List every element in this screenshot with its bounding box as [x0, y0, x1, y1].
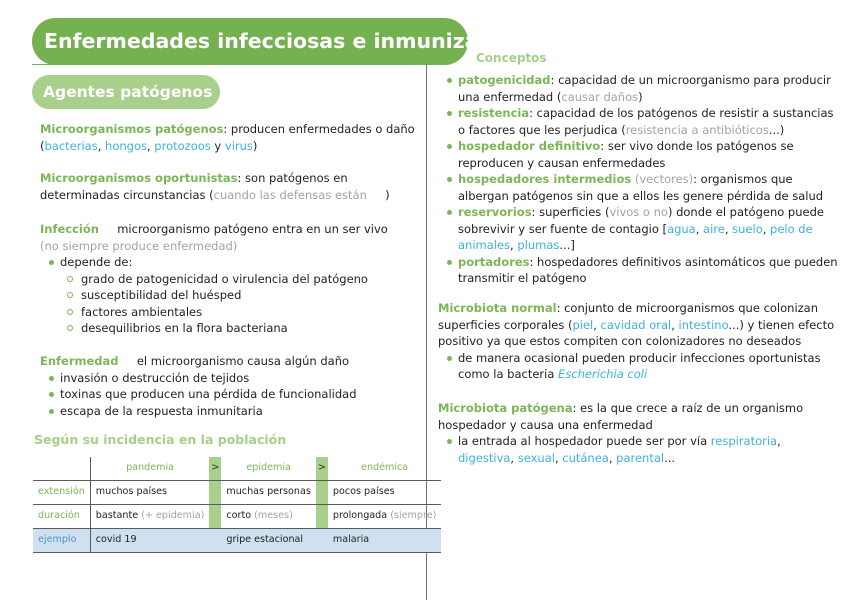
table-corner-cell [33, 457, 90, 481]
section-title-agentes: Agentes patógenos [32, 75, 220, 109]
table-row [33, 481, 441, 505]
incidence-table [33, 457, 441, 553]
table-cell: muchos países [90, 481, 209, 505]
microorganismos-oportunistas-text: Microorganismos oportunistas: son patógenos en determinadas circunstancias (cuando las defensas están ) [40, 171, 390, 202]
header-separator: > [209, 457, 221, 481]
header-pandemia: pandemia [90, 457, 209, 481]
concept-reservorios: reservorios: superficies (vivos o no) donde el patógeno puede sobrevivir y ser fuente de contagio [agua, aire, suelo, pelo de animales, plumas...] [438, 204, 840, 254]
header-endemica: endémica [361, 462, 409, 474]
concept-patogenicidad: patogenicidad: capacidad de un microorganismo para producir una enfermedad (causar daños) [438, 72, 840, 105]
table-row [33, 529, 441, 553]
page-title: Enfermedades infecciosas e inmunización [32, 18, 468, 65]
infeccion-factors-list [40, 271, 422, 337]
row-label: duración [33, 505, 90, 529]
header-epidemia: epidemia [246, 462, 291, 474]
microbiota-normal-text: Microbiota normal: conjunto de microorganismos que colonizan superficies corporales (piel, cavidad oral, intestino...) y tienen efecto positivo ya que estos compiten con colonizadores no deseados [438, 301, 835, 348]
table-cell: pocos países [328, 481, 441, 505]
list-item: escapa de la respuesta inmunitaria [40, 403, 422, 420]
table-row [33, 505, 441, 529]
microbiota-normal-block [438, 300, 840, 383]
table-cell: prolongada (siempre) [328, 505, 441, 529]
list-item: de manera ocasional pueden producir infecciones oportunistas como la bacteria Escherichia coli [438, 350, 840, 383]
microorganismos-oportunistas-block [40, 170, 422, 203]
list-item: factores ambientales [40, 304, 422, 321]
header-separator: > [316, 457, 328, 481]
row-label: extensión [33, 481, 90, 505]
concepts-title: Conceptos [476, 51, 547, 65]
concept-portadores: portadores: hospedadores definitivos asintomáticos que pueden transmitir el patógeno [438, 254, 840, 287]
table-cell: corto (meses) [221, 505, 315, 529]
infeccion-text: Infección microorganismo patógeno entra en un ser vivo (no siempre produce enfermedad) [40, 222, 388, 253]
table-cell: malaria [328, 529, 441, 553]
list-item: grado de patogenicidad o virulencia del patógeno [40, 271, 422, 288]
concept-resistencia: resistencia: capacidad de los patógenos de resistir a sustancias o factores que les perjudica (resistencia a antibióticos...) [438, 105, 840, 138]
title-underline [32, 64, 428, 65]
concept-hospedador-definitivo: hospedador definitivo: ser vivo donde los patógenos se reproducen y causan enfermedades [438, 138, 840, 171]
infeccion-list [40, 254, 422, 337]
list-item: toxinas que producen una pérdida de funcionalidad [40, 386, 422, 403]
enfermedad-list [40, 370, 422, 420]
infeccion-block [40, 221, 422, 337]
list-item: invasión o destrucción de tejidos [40, 370, 422, 387]
separator-cell [316, 481, 328, 505]
microbiota-patogena-list [438, 433, 840, 466]
microorganismos-patogenos-block [40, 121, 422, 154]
microbiota-patogena-text: Microbiota patógena: es la que crece a raíz de un organismo hospedador y causa una enfermedad [438, 401, 804, 432]
microbiota-normal-list [438, 350, 840, 383]
table-cell: bastante (+ epidemia) [90, 505, 209, 529]
concepts-block [438, 72, 840, 287]
table-header-row [33, 457, 441, 481]
table-cell: covid 19 [90, 529, 209, 553]
list-item: susceptibilidad del huésped [40, 287, 422, 304]
concept-hospedadores-intermedios: hospedadores intermedios (vectores): organismos que albergan patógenos sin que a ellos les genere pérdida de salud [438, 171, 840, 204]
table-cell: gripe estacional [221, 529, 315, 553]
list-item: desequilibrios en la flora bacteriana [40, 320, 422, 337]
incidence-title: Según su incidencia en la población [34, 432, 287, 447]
concepts-list [438, 72, 840, 287]
list-item: depende de: grado de patogenicidad o virulencia del patógeno susceptibilidad del huésped factores ambientales desequilibrios en la flora bacteriana [40, 254, 422, 337]
enfermedad-block [40, 353, 422, 419]
separator-cell [316, 529, 328, 553]
separator-cell [209, 505, 221, 529]
microorganismos-patogenos-text: Microorganismos patógenos: producen enfermedades o daño (bacterias, hongos, protozoos y virus) [40, 122, 415, 153]
separator-cell [209, 529, 221, 553]
separator-cell [209, 481, 221, 505]
microbiota-patogena-block [438, 400, 840, 466]
row-label: ejemplo [33, 529, 90, 553]
enfermedad-text: Enfermedad el microorganismo causa algún daño [40, 354, 350, 368]
separator-cell [316, 505, 328, 529]
table-cell: muchas personas [221, 481, 315, 505]
list-item: la entrada al hospedador puede ser por vía respiratoria, digestiva, sexual, cutánea, parental... [438, 433, 840, 466]
